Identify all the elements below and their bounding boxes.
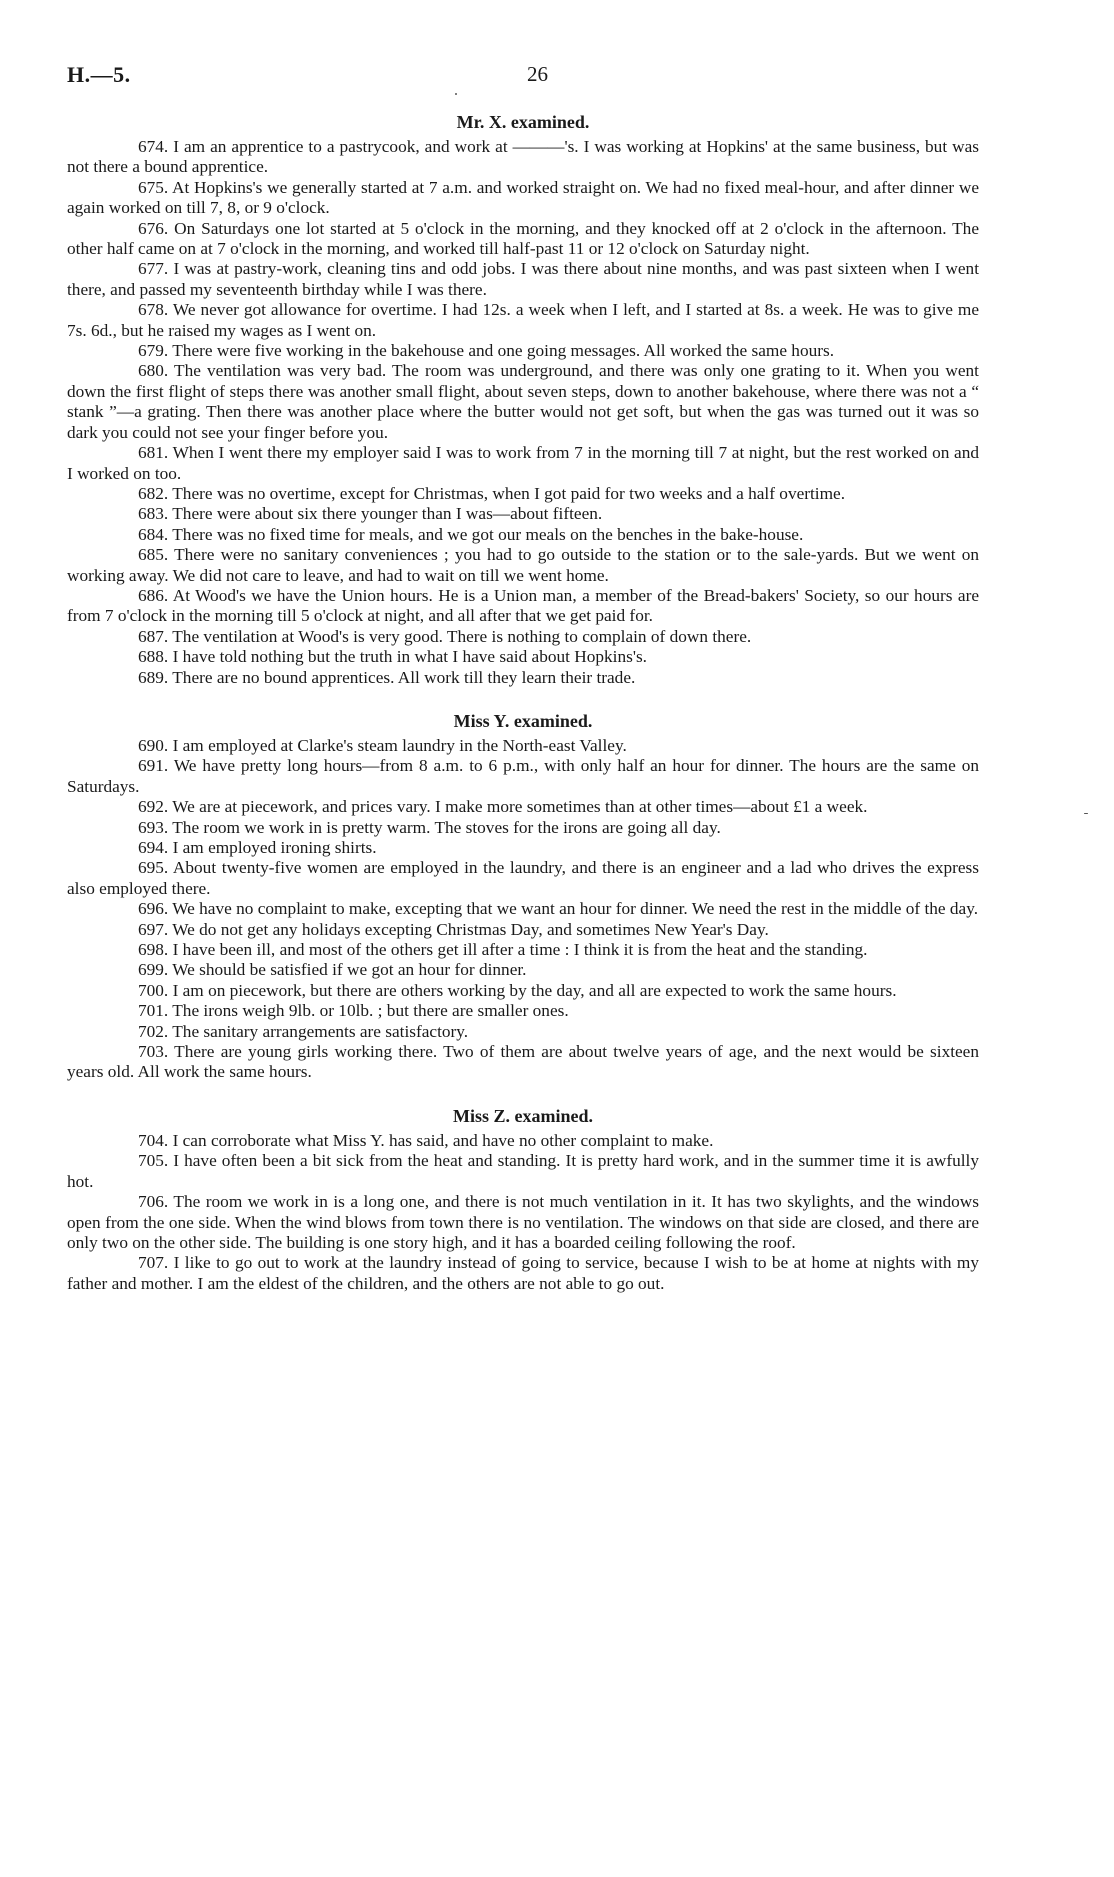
paragraph-695: 695. About twenty-five women are employed in the laundry, and there is an engineer and a lad who drives the express also employed there. <box>67 858 979 898</box>
paragraph-704: 704. I can corroborate what Miss Y. has said, and have no other complaint to make. <box>138 1130 714 1150</box>
paragraph-697: 697. We do not get any holidays excepting Christmas Day, and sometimes New Year's Day. <box>138 919 769 939</box>
document-code: H.—5. <box>67 62 131 87</box>
paragraph-686: 686. At Wood's we have the Union hours. He is a Union man, a member of the Bread-bakers' Society, so our hours are from 7 o'clock in the morning till 5 o'clock at night, and all after that we get paid for. <box>67 585 979 626</box>
paragraph-698: 698. I have been ill, and most of the others get ill after a time : I think it is from the heat and the standing. <box>138 940 868 960</box>
testimony-section-miss-z <box>67 1106 979 1294</box>
paragraph-684: 684. There was no fixed time for meals, and we got our meals on the benches in the bake-house. <box>138 524 804 544</box>
paragraph-682: 682. There was no overtime, except for Christmas, when I got paid for two weeks and a half overtime. <box>138 483 846 503</box>
paragraph-694: 694. I am employed ironing shirts. <box>138 838 377 857</box>
paragraph-693: 693. The room we work in is pretty warm. The stoves for the irons are going all day. <box>138 817 721 837</box>
paragraph-689: 689. There are no bound apprentices. All work till they learn their trade. <box>138 667 636 687</box>
paragraph-701: 701. The irons weigh 9lb. or 10lb. ; but there are smaller ones. <box>138 1001 569 1021</box>
paragraph-702: 702. The sanitary arrangements are satisfactory. <box>138 1021 469 1041</box>
paragraph-675: 675. At Hopkins's we generally started at 7 a.m. and worked straight on. We had no fixed meal-hour, and after dinner we again worked on till 7, 8, or 9 o'clock. <box>67 177 979 218</box>
paragraph-688: 688. I have told nothing but the truth in what I have said about Hopkins's. <box>138 647 647 667</box>
paragraph-690: 690. I am employed at Clarke's steam laundry in the North-east Valley. <box>138 735 627 755</box>
paragraph-683: 683. There were about six there younger than I was—about fifteen. <box>138 504 603 524</box>
scan-speck <box>1084 813 1088 814</box>
paragraph-699: 699. We should be satisfied if we got an hour for dinner. <box>138 960 527 980</box>
paragraph-707: 707. I like to go out to work at the laundry instead of going to service, because I wish to be at home at nights with my father and mother. I am the eldest of the children, and the others are not able to go out. <box>67 1253 979 1293</box>
paragraph-685: 685. There were no sanitary conveniences ; you had to go outside to the station or to the sale-yards. But we went on working away. We did not care to leave, and had to wait on till we went home. <box>67 545 979 585</box>
testimony-section-miss-y <box>67 711 979 1083</box>
section-heading: Miss Z. examined. <box>452 1105 593 1126</box>
paragraph-706: 706. The room we work in is a long one, and there is not much ventilation in it. It has two skylights, and the windows open from the one side. When the wind blows from town there is no ventilation. The windows on that side are closed, and there are only two on the other side. The building is one story high, and it has a boarded ceiling following the roof. <box>67 1192 979 1252</box>
testimony-section-mr-x <box>67 112 979 688</box>
paragraph-679: 679. There were five working in the bakehouse and one going messages. All worked the same hours. <box>138 341 835 361</box>
paragraph-676: 676. On Saturdays one lot started at 5 o'clock in the morning, and they knocked off at 2 o'clock in the afternoon. The other half came on at 7 o'clock in the morning, and worked till half-past 11 or 12 o'clock on Saturday night. <box>67 218 979 259</box>
paragraph-705: 705. I have often been a bit sick from the heat and standing. It is pretty hard work, and in the summer time it is awfully hot. <box>67 1151 979 1191</box>
paragraph-700: 700. I am on piecework, but there are others working by the day, and all are expected to work the same hours. <box>138 980 897 1000</box>
paragraph-680: 680. The ventilation was very bad. The room was underground, and there was only one grating to it. When you went down the first flight of steps there was another small flight, about seven steps, down to another bakehouse, where there was not a “ stank ”—a grating. Then there was another place where the butter would not get soft, but when the gas was turned out it was so dark you could not see your finger before you. <box>67 361 979 442</box>
scan-speck <box>455 93 457 95</box>
section-heading: Miss Y. examined. <box>453 710 593 731</box>
paragraph-692: 692. We are at piecework, and prices vary. I make more sometimes than at other times—about £1 a week. <box>138 797 868 817</box>
body-text <box>67 112 979 1294</box>
paragraph-678: 678. We never got allowance for overtime. I had 12s. a week when I left, and I started at 8s. a week. He was to give me 7s. 6d., but he raised my wages as I went on. <box>67 300 979 340</box>
paragraph-696: 696. We have no complaint to make, excepting that we want an hour for dinner. We need the rest in the middle of the day. <box>138 899 979 919</box>
paragraph-703: 703. There are young girls working there. Two of them are about twelve years of age, and the next would be sixteen years old. All work the same hours. <box>67 1042 979 1082</box>
paragraph-677: 677. I was at pastry-work, cleaning tins and odd jobs. I was there about nine months, and was past sixteen when I went there, and passed my seventeenth birthday while I was there. <box>67 259 979 299</box>
page-number: 26 <box>527 62 548 86</box>
paragraph-691: 691. We have pretty long hours—from 8 a.m. to 6 p.m., with only half an hour for dinner. The hours are the same on Saturdays. <box>67 756 979 796</box>
section-heading: Mr. X. examined. <box>456 112 590 132</box>
paragraph-681: 681. When I went there my employer said I was to work from 7 in the morning till 7 at night, but the rest worked on and I worked on too. <box>67 443 979 483</box>
paragraph-687: 687. The ventilation at Wood's is very good. There is nothing to complain of down there. <box>138 626 752 646</box>
paragraph-674: 674. I am an apprentice to a pastrycook, and work at ———'s. I was working at Hopkins' at the same business, but was not there a bound apprentice. <box>67 137 979 177</box>
running-head <box>67 62 1062 92</box>
